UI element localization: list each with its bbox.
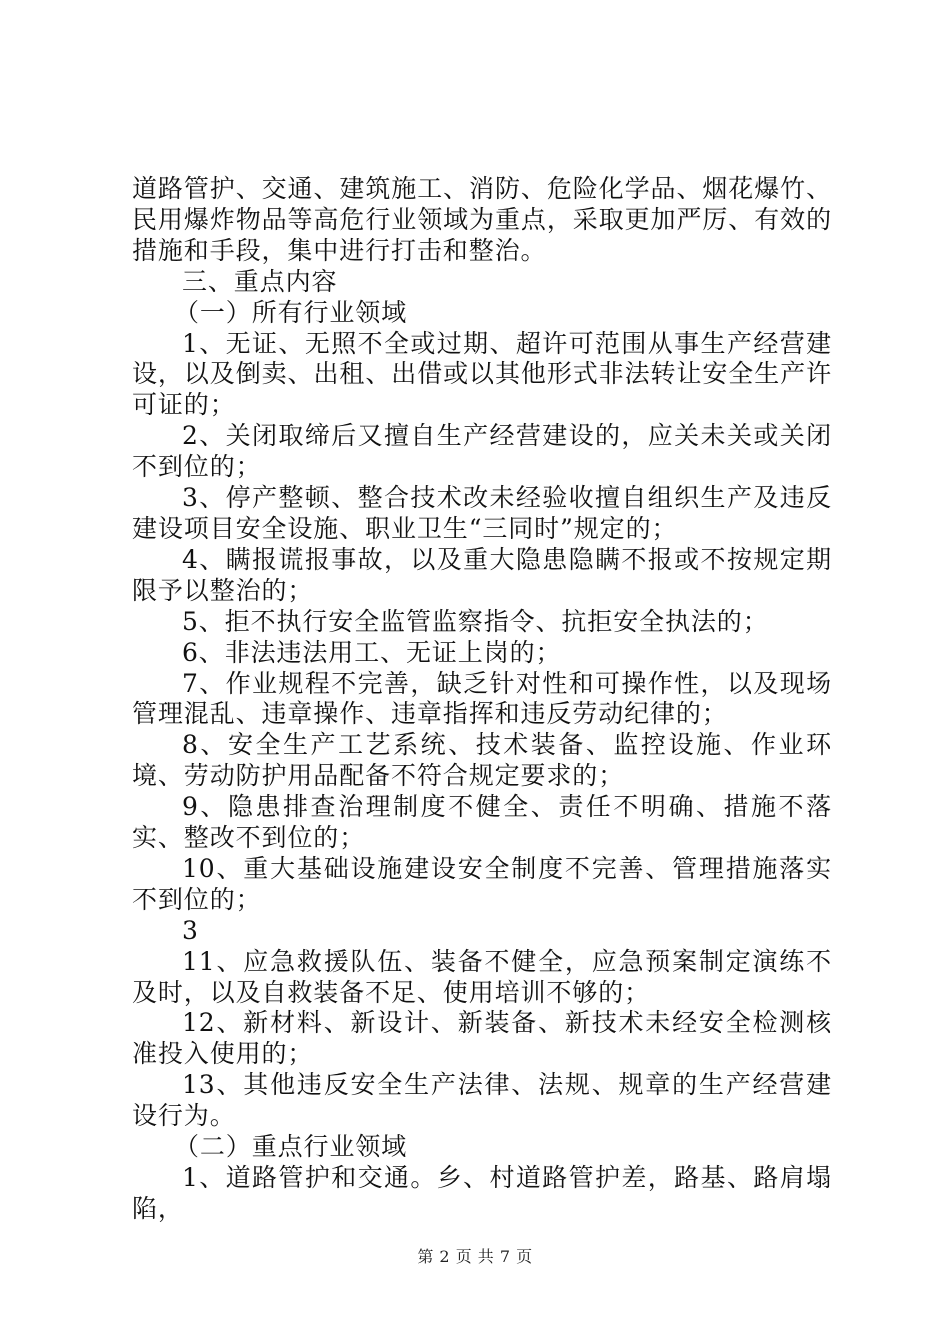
list-item-7: 7、作业规程不完善，缺乏针对性和可操作性，以及现场管理混乱、违章操作、违章指挥和违反劳动纪律的； — [132, 668, 832, 729]
list-item-5: 5、拒不执行安全监管监察指令、抗拒安全执法的； — [182, 606, 769, 636]
list-item-12: 12、新材料、新设计、新装备、新技术未经安全检测核准投入使用的； — [132, 1008, 832, 1069]
list-item-9: 9、隐患排查治理制度不健全、责任不明确、措施不落实、整改不到位的； — [132, 792, 832, 853]
document-body — [132, 174, 832, 1225]
subsection-heading-key-industries: （二）重点行业领域 — [174, 1132, 408, 1162]
list-item-4: 4、瞒报谎报事故，以及重大隐患隐瞒不报或不按规定期限予以整治的； — [132, 544, 832, 605]
stray-page-number: 3 — [182, 915, 199, 945]
list-item-1: 1、无证、无照不全或过期、超许可范围从事生产经营建设，以及倒卖、出租、出借或以其他形式非法转让安全生产许可证的； — [132, 328, 832, 420]
subsection-heading-all-industries: （一）所有行业领域 — [174, 297, 408, 327]
page-footer: 第 2 页 共 7 页 — [417, 1247, 533, 1266]
list-item-13: 13、其他违反安全生产法律、法规、规章的生产经营建设行为。 — [132, 1070, 832, 1131]
list-item-3: 3、停产整顿、整合技术改未经验收擅自组织生产及违反建设项目安全设施、职业卫生“三同时”规定的； — [132, 483, 832, 543]
list-item-10: 10、重大基础设施建设安全制度不完善、管理措施落实不到位的； — [132, 853, 832, 914]
list-item-11: 11、应急救援队伍、装备不健全，应急预案制定演练不及时，以及自救装备不足、使用培训不够的； — [132, 946, 832, 1007]
paragraph-intro: 道路管护、交通、建筑施工、消防、危险化学品、烟花爆竹、民用爆炸物品等高危行业领域为重点，采取更加严厉、有效的措施和手段，集中进行打击和整治。 — [132, 174, 832, 265]
section-heading-key-content: 三、重点内容 — [182, 266, 338, 296]
list-item-6: 6、非法违法用工、无证上岗的； — [182, 637, 562, 667]
list-item-8: 8、安全生产工艺系统、技术装备、监控设施、作业环境、劳动防护用品配备不符合规定要求的； — [132, 730, 832, 791]
key-industry-item-1: 1、道路管护和交通。乡、村道路管护差，路基、路肩塌陷， — [132, 1163, 832, 1223]
list-item-2: 2、关闭取缔后又擅自生产经营建设的，应关未关或关闭不到位的； — [132, 421, 832, 482]
